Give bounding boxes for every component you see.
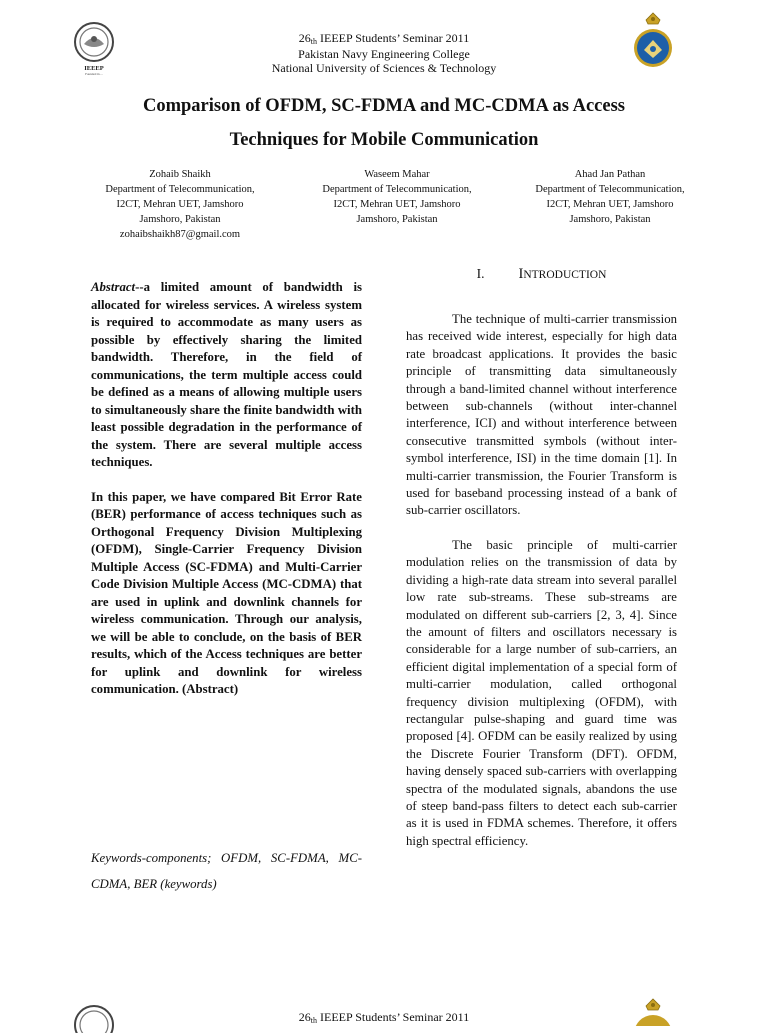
author-name: Waseem Mahar [364, 169, 430, 180]
author-department: Department of Telecommunication, [535, 184, 685, 195]
section-heading-introduction: I. INTRODUCTION [476, 266, 607, 282]
introduction-body [406, 311, 677, 850]
author-name: Ahad Jan Pathan [574, 169, 646, 180]
abstract-section [91, 279, 362, 699]
author-block-3 [490, 167, 730, 227]
abstract-paragraph-1: Abstract--a limited amount of bandwidth is allocated for wireless services. A wireless system is required to accommodate as many users as possible by effectively sharing the limited bandwidth. Therefore, in the field of communications, the term multiple access could be defined as a means of allowing multiple users to simultaneously share the finite bandwidth with least possible degradation in the performance of the system. There are several multiple access techniques. [91, 280, 362, 469]
title-line-1: Comparison of OFDM, SC-FDMA and MC-CDMA as Access [143, 96, 625, 116]
author-institution: I2CT, Mehran UET, Jamshoro [116, 199, 244, 210]
footer-seminar-line: $26_{th}$ IEEEP Students’ Seminar 2011 [298, 1010, 470, 1025]
author-block-2 [277, 167, 517, 227]
author-city: Jamshoro, Pakistan [569, 214, 651, 225]
keywords: Keywords-components; OFDM, SC-FDMA, MC-CDMA, BER (keywords) [91, 851, 362, 891]
college-line: Pakistan Navy Engineering College [298, 47, 470, 61]
ieeep-logo-sublabel: Founded in ... [85, 72, 103, 76]
author-institution: I2CT, Mehran UET, Jamshoro [546, 199, 674, 210]
author-name: Zohaib Shaikh [149, 169, 211, 180]
section-number: I. [476, 266, 485, 281]
title-line-2: Techniques for Mobile Communication [229, 130, 539, 150]
author-block-1 [60, 167, 300, 242]
author-department: Department of Telecommunication, [322, 184, 472, 195]
conference-header [0, 31, 768, 75]
ieeep-logo-label: IEEEP [84, 65, 104, 72]
abstract-label: Abstract [91, 280, 136, 294]
author-department: Department of Telecommunication, [105, 184, 255, 195]
abstract-paragraph-2: In this paper, we have compared Bit Error Rate (BER) performance of access techniques such as Orthogonal Frequency Division Multiplexing (OFDM), Single-Carrier Frequency Division Multiple Access (SC-FDMA) and Multi-Carrier Code Division Multiple Access (MC-CDMA) that are used in uplink and downlink channels for wireless communication. Through our analysis, we will be able to conclude, on the basis of BER results, which of the Access techniques are better for uplink and downlink for wireless communication. (Abstract) [91, 489, 362, 696]
intro-paragraph-1: The technique of multi-carrier transmission has received wide interest, especially for high data rate broadcast applications. It provides the basic principle of transmitting data simultaneously through a band-limited channel without interference between sub-channels (without inter-channel interference, ICI) and without interference between consecutive transmitted symbols (without inter-symbol interference, ISI) in the time domain [1]. In multi-carrier transmission, the Fourier Transform is used for baseband processing instead of a bank of sub-carrier oscillators. [406, 312, 677, 518]
author-city: Jamshoro, Pakistan [356, 214, 438, 225]
university-line: National University of Sciences & Technology [271, 61, 497, 75]
seminar-line: $26_{th}$ IEEEP Students’ Seminar 2011 [298, 31, 470, 46]
author-city: Jamshoro, Pakistan [139, 214, 221, 225]
author-email[interactable]: zohaibshaikh87@gmail.com [119, 229, 241, 240]
author-institution: I2CT, Mehran UET, Jamshoro [333, 199, 461, 210]
intro-paragraph-2: The basic principle of multi-carrier modulation relies on the transmission of data by dividing a high-rate data stream into several parallel low rate sub-streams. These sub-streams are modulated on different sub-carriers [2, 3, 4]. Since the amount of filters and oscillators necessary is considerable for a large number of sub-carriers, an efficient digital implementation of a special form of multi-carrier modulation, called orthogonal frequency division multiplexing (OFDM), with rectangular pulse-shaping and guard time was proposed [4]. OFDM can be easily realized by using the Discrete Fourier Transform (DFT). OFDM, having densely spaced sub-carriers with overlapping spectra of the modulated signals, abandons the use of steep band-pass filters to detect each sub-carrier as it is used in FDMA schemes. Therefore, it offers high spectral efficiency. [406, 537, 677, 848]
paper-title [0, 89, 768, 157]
